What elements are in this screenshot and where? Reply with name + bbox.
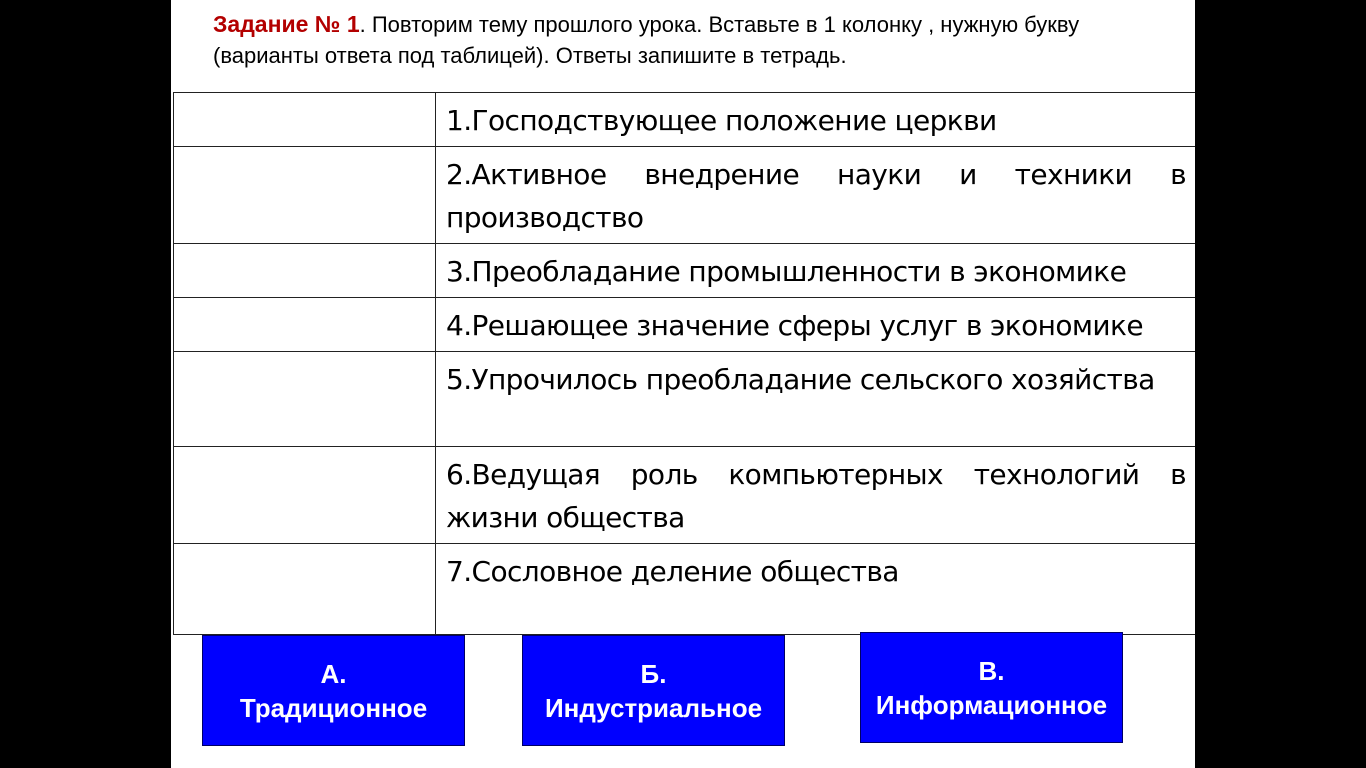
statement-cell: 7.Сословное деление общества (436, 544, 1196, 635)
statement-cell: 4.Решающее значение сферы услуг в экономике (436, 298, 1196, 352)
answer-cell[interactable] (174, 447, 436, 544)
answer-cell[interactable] (174, 352, 436, 447)
table-row (174, 298, 1196, 352)
answer-cell[interactable] (174, 544, 436, 635)
statement-cell: 1.Господствующее положение церкви (436, 93, 1196, 147)
option-traditional-button[interactable] (202, 635, 465, 746)
task-text: . Повторим тему прошлого урока. Вставьте в 1 колонку , нужную букву (варианты ответа под таблицей). Ответы запишите в тетрадь. (213, 12, 1080, 68)
option-letter: В. (978, 655, 1005, 686)
option-label: Информационное (875, 689, 1108, 720)
table-row (174, 544, 1196, 635)
statement-cell: 6.Ведущая роль компьютерных технологий в жизни общества (436, 447, 1196, 544)
option-letter: Б. (640, 658, 667, 689)
statement-cell: 2.Активное внедрение науки и техники в производство (436, 147, 1196, 244)
answer-cell[interactable] (174, 93, 436, 147)
option-label: Индустриальное (544, 692, 763, 723)
option-informational-button[interactable] (860, 632, 1123, 743)
option-letter: А. (320, 658, 347, 689)
option-label: Традиционное (239, 692, 428, 723)
answer-cell[interactable] (174, 147, 436, 244)
table-row (174, 352, 1196, 447)
table-row (174, 147, 1196, 244)
task-label: Задание № 1 (213, 11, 360, 37)
matching-table (173, 92, 1195, 635)
answer-cell[interactable] (174, 244, 436, 298)
slide (171, 0, 1195, 768)
table-row (174, 244, 1196, 298)
answer-cell[interactable] (174, 298, 436, 352)
task-instruction (213, 9, 1173, 71)
table-row (174, 93, 1196, 147)
statement-cell: 5.Упрочилось преобладание сельского хозяйства (436, 352, 1196, 447)
option-industrial-button[interactable] (522, 635, 785, 746)
statement-cell: 3.Преобладание промышленности в экономике (436, 244, 1196, 298)
table-row (174, 447, 1196, 544)
